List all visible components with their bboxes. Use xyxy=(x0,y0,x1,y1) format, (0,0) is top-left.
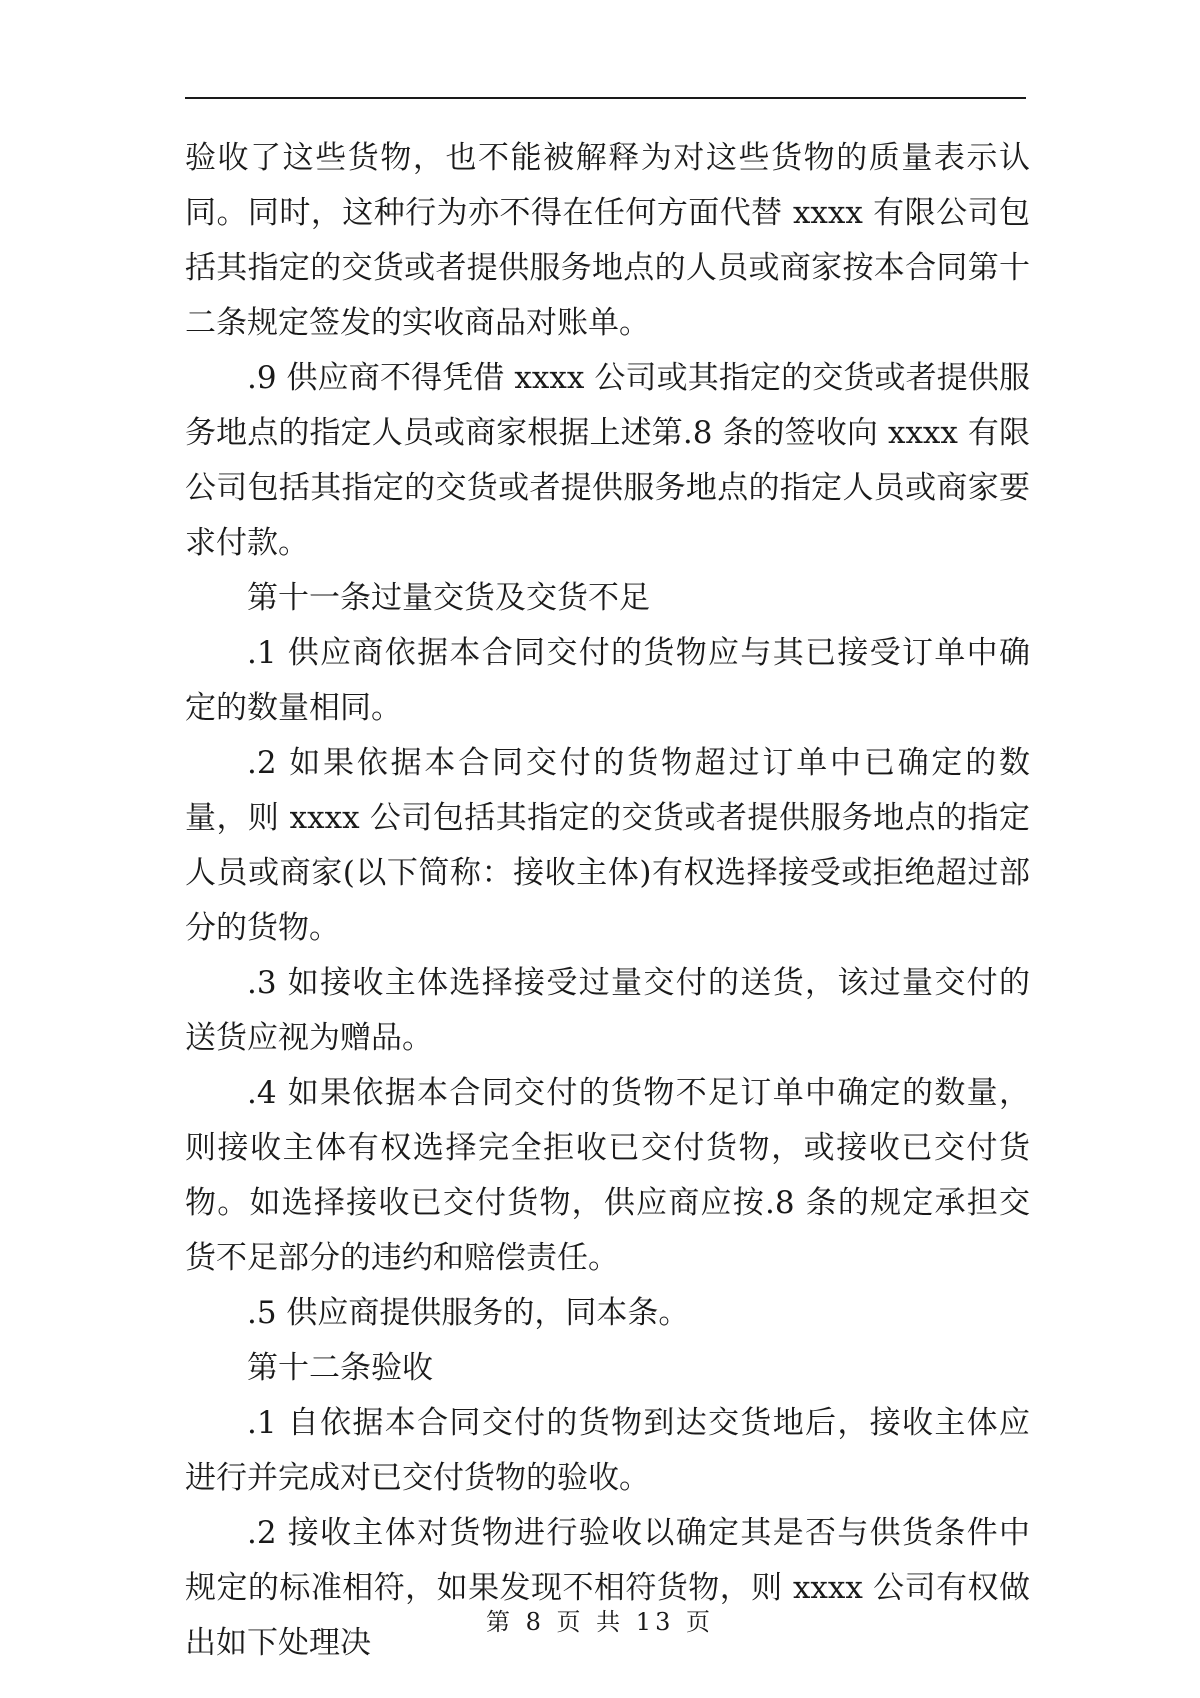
paragraph: 验收了这些货物，也不能被解释为对这些货物的质量表示认同。同时，这种行为亦不得在任何方面代替 xxxx 有限公司包括其指定的交货或者提供服务地点的人员或商家按本合同第十二条规定签发的实收商品对账单。 xyxy=(185,140,1030,341)
paragraph: .5 供应商提供服务的，同本条。 xyxy=(247,1295,690,1331)
paragraph: .2 如果依据本合同交付的货物超过订单中已确定的数量，则 xxxx 公司包括其指定的交货或者提供服务地点的指定人员或商家(以下简称：接收主体)有权选择接受或拒绝超过部分的货物。 xyxy=(185,745,1030,946)
paragraph: .3 如接收主体选择接受过量交付的送货，该过量交付的送货应视为赠品。 xyxy=(185,965,1030,1056)
paragraph: .1 自依据本合同交付的货物到达交货地后，接收主体应进行并完成对已交付货物的验收。 xyxy=(185,1405,1030,1496)
page-footer: 第 8 页 共 13 页 xyxy=(486,1608,714,1636)
section-heading: 第十一条过量交货及交货不足 xyxy=(247,580,650,616)
paragraph: .1 供应商依据本合同交付的货物应与其已接受订单中确定的数量相同。 xyxy=(185,635,1030,726)
document-body xyxy=(185,131,1030,1671)
section-heading: 第十二条验收 xyxy=(247,1350,433,1386)
paragraph: .9 供应商不得凭借 xxxx 公司或其指定的交货或者提供服务地点的指定人员或商家根据上述第.8 条的签收向 xxxx 有限公司包括其指定的交货或者提供服务地点的指定人员或商家要求付款。 xyxy=(185,360,1030,561)
paragraph: .2 接收主体对货物进行验收以确定其是否与供货条件中规定的标准相符，如果发现不相符货物，则 xxxx 公司有权做出如下处理决 xyxy=(185,1515,1030,1661)
header-rule xyxy=(185,97,1026,99)
paragraph: .4 如果依据本合同交付的货物不足订单中确定的数量，则接收主体有权选择完全拒收已交付货物，或接收已交付货物。如选择接收已交付货物，供应商应按.8 条的规定承担交货不足部分的违约和赔偿责任。 xyxy=(185,1075,1030,1276)
